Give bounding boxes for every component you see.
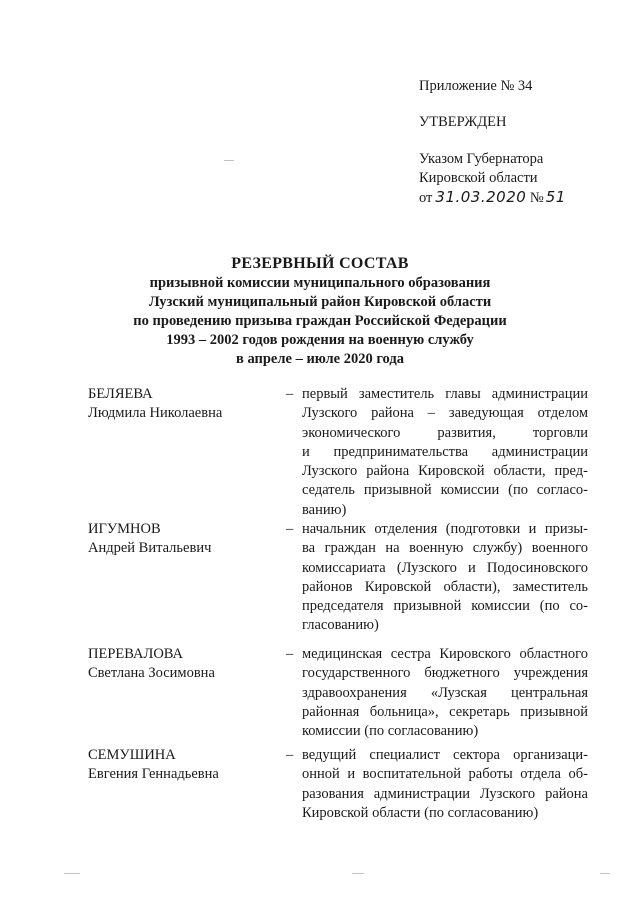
member-dash: – — [286, 747, 294, 763]
position-line: комиссариата (Лузского и Подосиновского — [302, 559, 588, 576]
member-name — [88, 520, 278, 559]
member-name — [88, 645, 278, 684]
number-sign: № — [529, 190, 544, 206]
position-line: седатель призывной комиссии (по согласо- — [302, 482, 588, 499]
member-dash: – — [286, 646, 294, 662]
date-prefix: от — [419, 190, 433, 206]
title-line-4: 1993 – 2002 годов рождения на военную службу — [166, 332, 474, 348]
position-line: государственного бюджетного учреждения — [302, 665, 588, 682]
member-position — [302, 520, 588, 636]
position-line: первый заместитель главы администрации — [302, 386, 588, 402]
position-line: Лузского района Кировской области, пред- — [302, 463, 588, 480]
member-name — [88, 746, 278, 785]
position-line: медицинская сестра Кировского областного — [302, 646, 588, 662]
position-line: ведущий специалист сектора организаци- — [302, 747, 588, 763]
title-line-1: призывной комиссии муниципального образования — [149, 275, 491, 291]
member-given-name: Андрей Витальевич — [88, 540, 212, 557]
approved-label: УТВЕРЖДЕН — [419, 114, 507, 130]
position-line: разования администрации Лузского района — [302, 785, 588, 802]
scan-speck — [600, 873, 610, 874]
handwritten-number: 51 — [545, 188, 566, 206]
title-line-5: в апреле – июле 2020 года — [236, 351, 404, 367]
position-line: начальник отделения (подготовки и призы- — [302, 521, 588, 537]
member-dash: – — [286, 521, 294, 537]
member-surname: ИГУМНОВ — [88, 521, 161, 537]
position-line: Кировской области (по согласованию) — [302, 804, 539, 821]
member-given-name: Евгения Геннадьевна — [88, 766, 219, 783]
member-position — [302, 746, 588, 823]
approval-header — [419, 77, 619, 208]
position-line: Лузского района – заведующая отделом — [302, 405, 588, 422]
position-line: онной и воспитательной работы отдела об- — [302, 766, 588, 783]
position-line: районная больница», секретарь призывной — [302, 703, 588, 720]
member-given-name: Светлана Зосимовна — [88, 665, 215, 682]
position-line: здравоохранения «Лузская центральная — [302, 684, 588, 701]
member-name — [88, 385, 278, 424]
member-position — [302, 645, 588, 741]
member-surname: БЕЛЯЕВА — [88, 386, 153, 402]
position-line: экономического развития, торговли — [302, 424, 588, 441]
member-surname: ПЕРЕВАЛОВА — [88, 646, 184, 662]
title-main: РЕЗЕРВНЫЙ СОСТАВ — [231, 255, 409, 272]
member-dash: – — [286, 386, 294, 402]
scan-speck — [64, 873, 80, 874]
decree-date-line — [419, 188, 619, 208]
appendix-number: Приложение № 34 — [419, 78, 533, 94]
position-line: ванию) — [302, 501, 347, 518]
position-line: председателя призывной комиссии (по со- — [302, 598, 588, 615]
title-line-3: по проведению призыва граждан Российской Федерации — [133, 313, 507, 329]
decree-line-2: Кировской области — [419, 170, 538, 186]
member-surname: СЕМУШИНА — [88, 747, 176, 763]
title-line-2: Лузский муниципальный район Кировской области — [148, 294, 492, 310]
document-title — [120, 253, 520, 369]
position-line: комиссии (по согласованию) — [302, 723, 479, 740]
handwritten-date: 31.03.2020 — [435, 188, 527, 206]
position-line: ва граждан на военную службу) военного — [302, 540, 588, 557]
scan-speck — [352, 873, 364, 874]
position-line: районов Кировской области), заместитель — [302, 578, 588, 595]
decree-line-1: Указом Губернатора — [419, 151, 544, 167]
member-given-name: Людмила Николаевна — [88, 405, 223, 422]
position-line: гласованию) — [302, 617, 379, 634]
position-line: и предпринимательства администрации — [302, 443, 588, 460]
scan-speck — [224, 160, 234, 161]
member-position — [302, 385, 588, 520]
